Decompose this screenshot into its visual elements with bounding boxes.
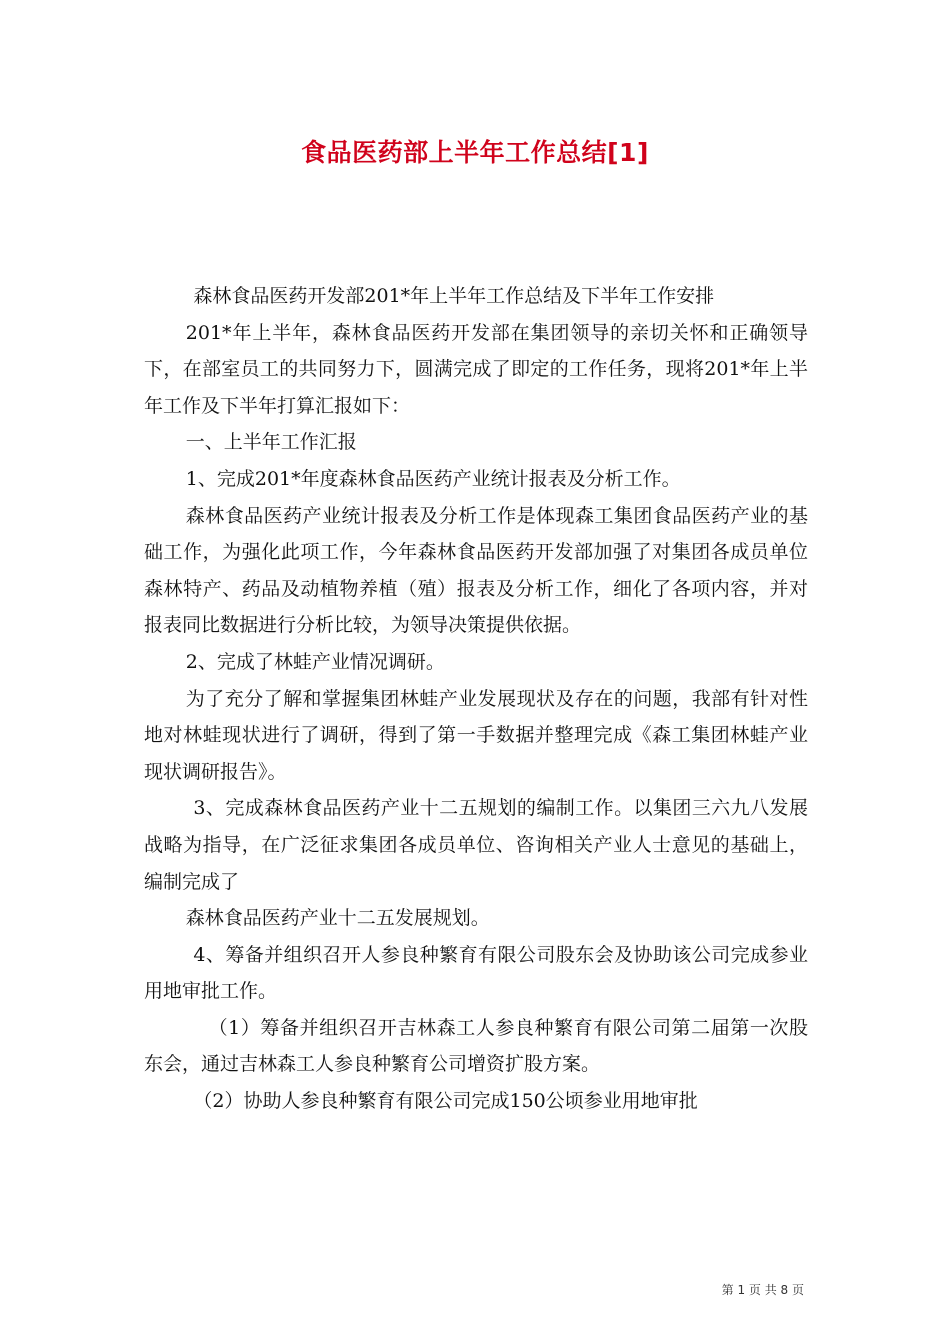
item-3-body: 森林食品医药产业十二五发展规划。 <box>185 907 490 930</box>
item-2-heading: 2、完成了林蛙产业情况调研。 <box>185 650 445 673</box>
item-4-sub-2: （2）协助人参良种繁育有限公司完成150公顷参业用地审批 <box>193 1090 698 1113</box>
item-4-sub-1: （1）筹备并组织召开吉林森工人参良种繁育有限公司第二届第一次股东会，通过吉林森工人参良种繁育公司增资扩股方案。 <box>144 1016 808 1076</box>
section-heading: 一、上半年工作汇报 <box>185 431 357 454</box>
page-number: 第 1 页 共 8 页 <box>721 1283 804 1297</box>
item-4-heading: 4、筹备并组织召开人参良种繁育有限公司股东会及协助该公司完成参业用地审批工作。 <box>144 943 808 1003</box>
paragraph-heading: 森林食品医药开发部201*年上半年工作总结及下半年工作安排 <box>193 285 715 307</box>
document-body <box>144 278 808 1120</box>
paragraph-intro: 201*年上半年，森林食品医药开发部在集团领导的亲切关怀和正确领导下，在部室员工的共同努力下，圆满完成了即定的工作任务，现将201*年上半年工作及下半年打算汇报如下： <box>144 321 808 417</box>
document-title: 食品医药部上半年工作总结[1] <box>301 138 649 167</box>
item-1-heading: 1、完成201*年度森林食品医药产业统计报表及分析工作。 <box>185 467 681 490</box>
item-1-body: 森林食品医药产业统计报表及分析工作是体现森工集团食品医药产业的基础工作，为强化此项工作，今年森林食品医药开发部加强了对集团各成员单位森林特产、药品及动植物养植（殖）报表及分析工作，细化了各项内容，并对报表同比数据进行分析比较，为领导决策提供依据。 <box>144 504 808 637</box>
item-3-heading: 3、完成森林食品医药产业十二五规划的编制工作。以集团三六九八发展战略为指导，在广泛征求集团各成员单位、咨询相关产业人士意见的基础上，编制完成了 <box>144 797 808 893</box>
item-2-body: 为了充分了解和掌握集团林蛙产业发展现状及存在的问题，我部有针对性地对林蛙现状进行了调研，得到了第一手数据并整理完成《森工集团林蛙产业现状调研报告》。 <box>144 687 808 783</box>
